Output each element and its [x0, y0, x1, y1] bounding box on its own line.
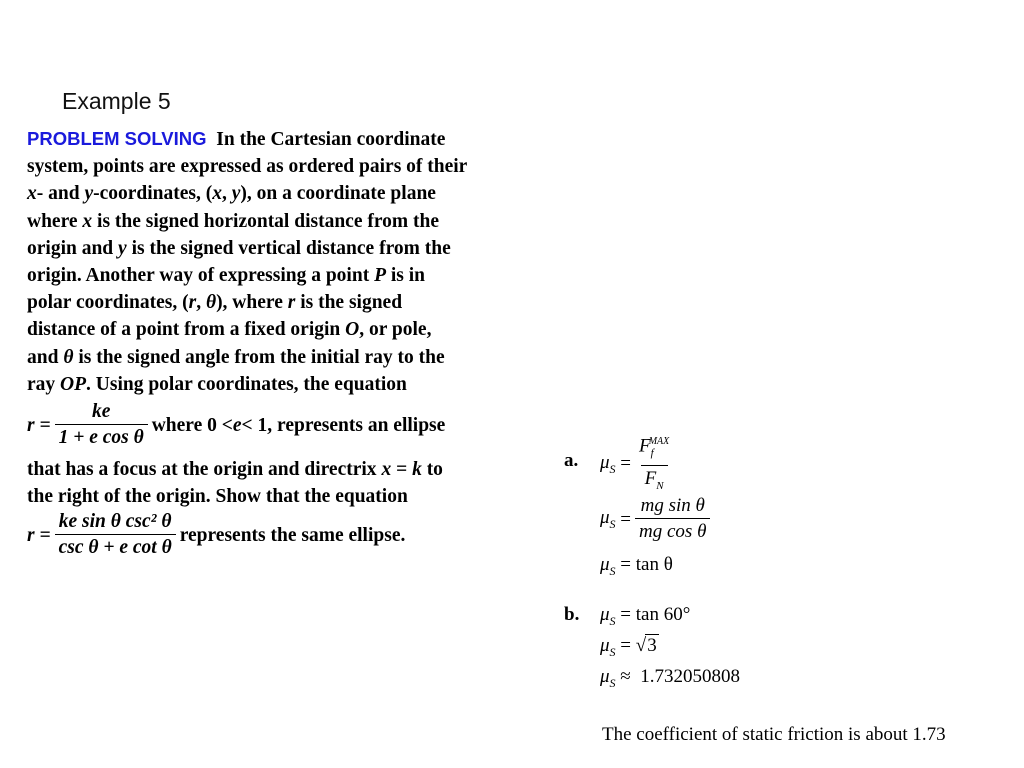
- conclusion-text: The coefficient of static friction is about 1.73: [602, 724, 946, 745]
- problem-line: polar coordinates, (r, θ), where r is the signed: [27, 292, 403, 314]
- ellipse-equation-1: r = $\frac{ke}{\text{1 + e cos θ}}$ where 0 < e < 1, represents an ellipse: [27, 400, 445, 451]
- problem-line: origin and y is the signed vertical distance from the: [27, 237, 451, 259]
- fraction: $\frac{ke}{\text{1 + e cos θ}}$: [55, 400, 148, 451]
- solution-a-line1: $\mu_S$ = $\frac{F_f^{MAX}}{F_N}$: [600, 430, 677, 499]
- problem-statement: [27, 125, 567, 398]
- problem-line: that has a focus at the origin and directrix x = k to: [27, 459, 443, 480]
- fraction: $\frac{F_f^{MAX}}{F_N}$: [635, 430, 673, 499]
- problem-solving-label: PROBLEM SOLVING: [27, 128, 207, 149]
- fraction: $\frac{\text{mg sin θ}}{\text{mg cos θ}}$: [635, 494, 710, 545]
- fraction: $\frac{\text{ke sin θ csc² θ}}{\text{csc θ + e cot θ}}$: [55, 510, 176, 561]
- ellipse-equation-2: r = $\frac{\text{ke sin θ csc² θ}}{\text{csc θ + e cot θ}}$ represents the same ellipse.: [27, 510, 405, 561]
- problem-line: x- and y-coordinates, (x, y), on a coordinate plane: [27, 183, 436, 205]
- solution-a-label: a.: [564, 450, 579, 471]
- solution-b-line3: $\mu_S \approx 1.732050808$: [600, 666, 740, 690]
- problem-line: system, points are expressed as ordered pairs of their: [27, 156, 468, 178]
- solution-a-line3: $\mu_S = \tan \theta$: [600, 554, 673, 578]
- problem-line: origin. Another way of expressing a point P is in: [27, 265, 426, 287]
- solution-b-line1: $\mu_S = \tan 60^\circ$: [600, 604, 691, 628]
- slide-title: Example 5: [62, 88, 171, 114]
- problem-line: ray OP. Using polar coordinates, the equation: [27, 373, 407, 395]
- problem-line: and θ is the signed angle from the initial ray to the: [27, 346, 445, 368]
- problem-continued: [27, 456, 567, 510]
- problem-line: distance of a point from a fixed origin O, or pole,: [27, 319, 432, 341]
- problem-line: the right of the origin. Show that the equation: [27, 486, 408, 508]
- solution-a-line2: $\mu_S$ = $\frac{\text{mg sin θ}}{\text{mg cos θ}}$: [600, 494, 714, 545]
- sqrt-symbol: √: [635, 635, 647, 656]
- solution-b-label: b.: [564, 604, 580, 625]
- problem-line: PROBLEM SOLVING In the Cartesian coordinate: [27, 128, 446, 150]
- solution-b-line2: $\mu_S = √3$: [600, 635, 657, 659]
- problem-line: where x is the signed horizontal distance from the: [27, 210, 440, 232]
